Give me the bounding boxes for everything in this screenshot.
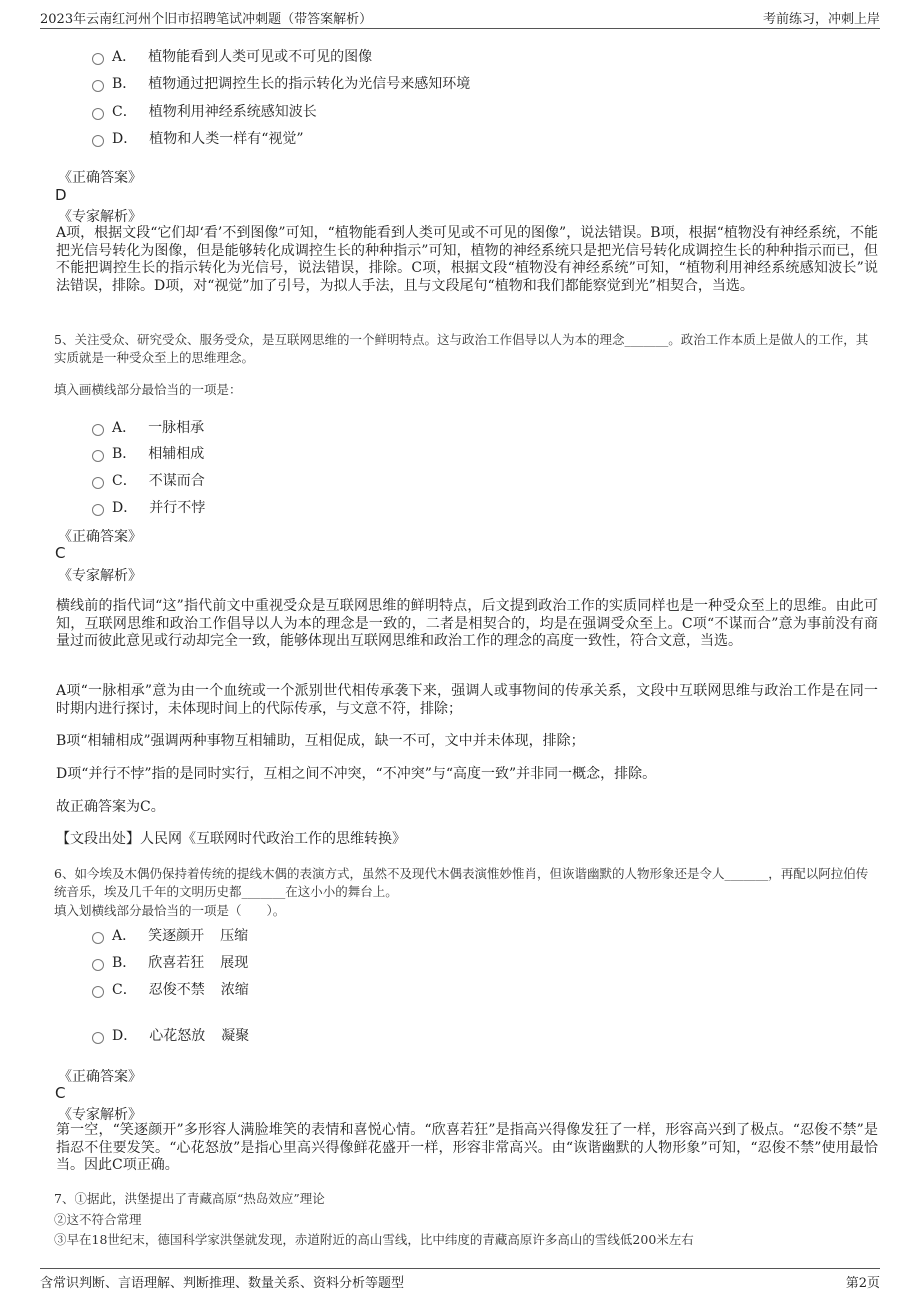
q6-prompt: 填入划横线部分最恰当的一项是（ ）。 <box>54 903 286 918</box>
analysis-label: 《专家解析》 <box>58 1107 142 1123</box>
q5-analysis-p3: B项“相辅相成”强调两种事物互相辅助，互相促成，缺一不可，文中并未体现，排除； <box>56 733 585 749</box>
radio-icon[interactable] <box>92 450 104 462</box>
radio-icon[interactable] <box>92 135 104 147</box>
q5-analysis-p2: A项“一脉相承”意为由一个血统或一个派别世代相传承袭下来，强调人或事物间的传承关系，文段中互联网思维与政治工作是在同一时期内进行探讨，未体现时间上的代际传承，与文意不符，排除； <box>56 683 878 717</box>
q6-option-a[interactable]: A． 笑逐颜开 压缩 <box>92 925 248 945</box>
radio-icon[interactable] <box>92 108 104 120</box>
q7-line-1: 7、①据此，洪堡提出了青藏高原“热岛效应”理论 <box>54 1191 325 1206</box>
analysis-label: 《专家解析》 <box>58 568 142 584</box>
q4-answer: D <box>55 186 67 204</box>
radio-icon[interactable] <box>92 986 104 998</box>
footer-note: 含常识判断、言语理解、判断推理、数量关系、资料分析等题型 <box>40 1276 405 1291</box>
q5-option-b[interactable]: B． 相辅相成 <box>92 443 204 463</box>
header-title: 2023年云南红河州个旧市招聘笔试冲刺题（带答案解析） <box>40 12 373 27</box>
q5-analysis-p1: 横线前的指代词“这”指代前文中重视受众是互联网思维的鲜明特点，后文提到政治工作的实质同样也是一种受众至上的思维。由此可知，互联网思维和政治工作倡导以人为本的理念是一致的，二者是相契合的，均是在强调受众至上。C项“不谋而合”意为事前没有商量过而彼此意见或行动却完全一致，能够体现出互联网思维和政治工作的理念的高度一致性，符合文意，当选。 <box>56 598 878 649</box>
radio-icon[interactable] <box>92 504 104 516</box>
q4-analysis: A项，根据文段“它们却‘看’不到图像”可知，“植物能看到人类可见或不可见的图像”，说法错误。B项，根据“植物没有神经系统，不能把光信号转化为图像，但是能够转化成调控生长的种种指示”可知，植物的神经系统只是把光信号转化成调控生长的种种指示而已，但不能把调控生长的指示转化为光信号，说法错误，排除。C项，根据文段“植物没有神经系统”可知，“植物利用神经系统感知波长”说法错误，排除。D项，对“视觉”加了引号，为拟人手法，且与文段尾句“植物和我们都能察觉到光”相契合，当选。 <box>56 225 878 294</box>
radio-icon[interactable] <box>92 80 104 92</box>
q4-option-c[interactable]: C． 植物利用神经系统感知波长 <box>92 101 317 121</box>
page-number: 第2页 <box>845 1276 880 1291</box>
radio-icon[interactable] <box>92 932 104 944</box>
q7-line-2: ②这不符合常理 <box>54 1212 142 1227</box>
page-header <box>40 8 880 29</box>
q6-stem: 6、如今埃及木偶仍保持着传统的提线木偶的表演方式，虽然不及现代木偶表演惟妙惟肖，但诙谐幽默的人物形象还是令人_______，再配以阿拉伯传统音乐，埃及几千年的文明历史都_______在这小小的舞台上。 <box>54 866 869 899</box>
answer-label: 《正确答案》 <box>58 170 142 186</box>
q4-option-b[interactable]: B． 植物通过把调控生长的指示转化为光信号来感知环境 <box>92 73 470 93</box>
q5-source: 【文段出处】人民网《互联网时代政治工作的思维转换》 <box>56 831 406 847</box>
q6-analysis: 第一空，“笑逐颜开”多形容人满脸堆笑的表情和喜悦心情。“欣喜若狂”是指高兴得像发狂了一样，形容高兴到了极点。“忍俊不禁”是指忍不住要发笑。“心花怒放”是指心里高兴得像鲜花盛开一样，形容非常高兴。由“诙谐幽默的人物形象”可知，“忍俊不禁”使用最恰当。因此C项正确。 <box>56 1122 878 1173</box>
q5-option-c[interactable]: C． 不谋而合 <box>92 470 205 490</box>
q6-answer: C <box>55 1084 66 1102</box>
radio-icon[interactable] <box>92 1032 104 1044</box>
q5-analysis-p4: D项“并行不悖”指的是同时实行，互相之间不冲突，“不冲突”与“高度一致”并非同一概念，排除。 <box>56 766 657 782</box>
radio-icon[interactable] <box>92 424 104 436</box>
q5-option-d[interactable]: D． 并行不悖 <box>92 497 205 517</box>
analysis-label: 《专家解析》 <box>58 209 142 225</box>
page-footer <box>40 1268 880 1294</box>
q5-option-a[interactable]: A． 一脉相承 <box>92 417 204 437</box>
radio-icon[interactable] <box>92 53 104 65</box>
answer-label: 《正确答案》 <box>58 529 142 545</box>
header-slogan: 考前练习，冲刺上岸 <box>762 12 880 27</box>
q5-analysis-p5: 故正确答案为C。 <box>56 799 165 815</box>
q4-option-d[interactable]: D． 植物和人类一样有“视觉” <box>92 128 304 148</box>
q5-answer: C <box>55 544 66 562</box>
q6-option-d[interactable]: D． 心花怒放 凝聚 <box>92 1025 249 1045</box>
radio-icon[interactable] <box>92 477 104 489</box>
q6-option-c[interactable]: C． 忍俊不禁 浓缩 <box>92 979 249 999</box>
q6-option-b[interactable]: B． 欣喜若狂 展现 <box>92 952 248 972</box>
radio-icon[interactable] <box>92 959 104 971</box>
q5-stem: 5、关注受众、研究受众、服务受众，是互联网思维的一个鲜明特点。这与政治工作倡导以人为本的理念_______。政治工作本质上是做人的工作，其实质就是一种受众至上的思维理念。 <box>54 332 869 365</box>
q4-option-a[interactable]: A． 植物能看到人类可见或不可见的图像 <box>92 46 372 66</box>
answer-label: 《正确答案》 <box>58 1069 142 1085</box>
q7-line-3: ③早在18世纪末，德国科学家洪堡就发现，赤道附近的高山雪线，比中纬度的青藏高原许多高山的雪线低200米左右 <box>54 1232 694 1247</box>
q5-prompt: 填入画横线部分最恰当的一项是： <box>54 382 242 397</box>
